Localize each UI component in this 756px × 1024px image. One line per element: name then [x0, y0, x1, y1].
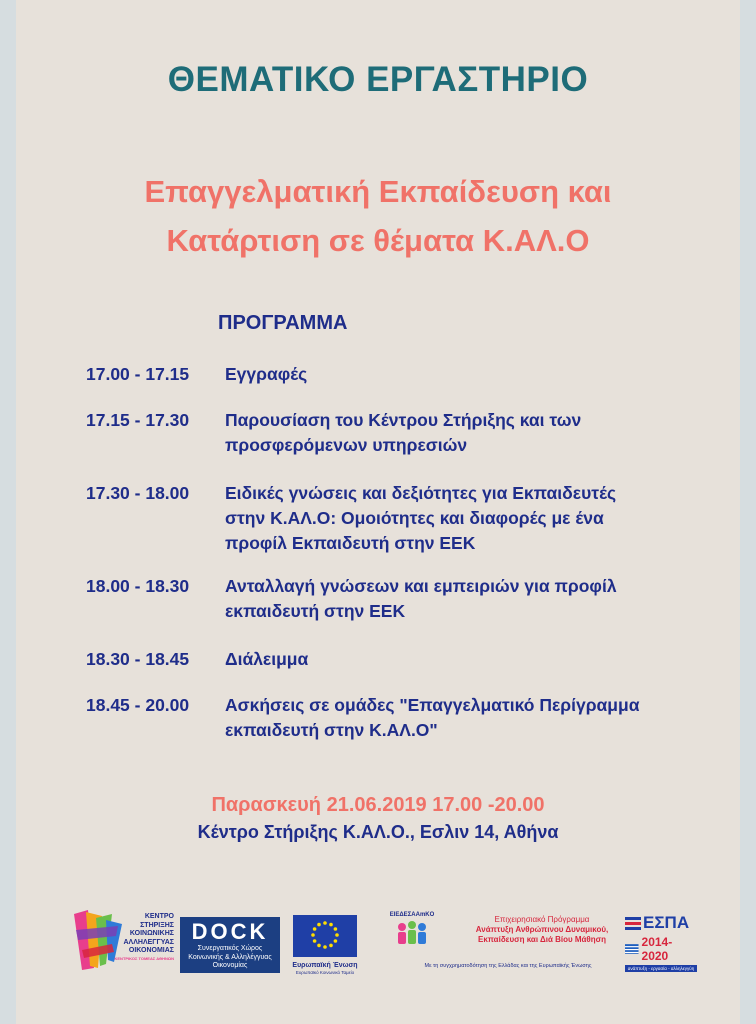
program-item-description [225, 574, 725, 624]
espa-name: ΕΣΠΑ [643, 913, 690, 932]
kentro-text-line: ΑΛΛΗΛΕΓΓΥΑΣ [123, 938, 174, 946]
event-date: Παρασκευή 21.06.2019 17.00 -20.00 [211, 794, 545, 816]
kentro-text-line: ΣΤΗΡΙΞΗΣ [140, 921, 174, 929]
program-line: Ανάπτυξη Ανθρώπινου Δυναμικού, [475, 925, 609, 934]
eu-flag-icon [293, 915, 357, 957]
event-venue: Κέντρο Στήριξης Κ.ΑΛ.Ο., Εσλιν 14, Αθήνα [197, 822, 559, 842]
program-item-description [225, 481, 725, 556]
program-heading: ΠΡΟΓΡΑΜΜΑ [218, 312, 348, 334]
program-item-line: στην Κ.ΑΛ.Ο: Ομοιότητες και διαφορές με ένα [225, 508, 604, 528]
program-item-line: Ανταλλαγή γνώσεων και εμπειριών για προφίλ [225, 576, 617, 596]
program-item-description [225, 408, 725, 458]
program-line: Επιχειρησιακό Πρόγραμμα [494, 915, 590, 924]
espa-logo [625, 913, 697, 971]
kentro-logo [72, 910, 172, 972]
espa-years: 2014-2020 [641, 935, 673, 963]
program-item-description [225, 693, 725, 743]
poster-title: ΘΕΜΑΤΙΚΟ ΕΡΓΑΣΤΗΡΙΟ [167, 60, 589, 99]
dock-logo [180, 917, 280, 973]
sponsor-logos [0, 905, 756, 975]
program-item-line: Διάλειμμα [225, 649, 309, 669]
poster-subtitle-line2: Κατάρτιση σε θέματα Κ.ΑΛ.Ο [166, 223, 590, 258]
dock-line: Κοινωνικής & Αλληλέγγυας [188, 953, 272, 961]
program-item-line: Εγγραφές [225, 364, 308, 384]
eu-name: Ευρωπαϊκή Ένωση [292, 962, 358, 969]
dock-description [180, 945, 280, 971]
greek-flag-icon [625, 944, 639, 954]
program-item-time: 18.30 - 18.45 [86, 649, 190, 669]
espa-header [625, 913, 697, 933]
espa-stripes-icon [625, 915, 641, 931]
dock-line: Οικονομίας [212, 962, 248, 969]
operational-program [462, 915, 622, 945]
program-item-time: 17.30 - 18.00 [86, 483, 190, 503]
eiedea-logo [380, 911, 444, 967]
program-item-description [225, 362, 725, 387]
program-item-description [225, 647, 725, 672]
poster-subtitle-line1: Επαγγελματική Εκπαίδευση και [144, 174, 612, 209]
program-item-line: εκπαιδευτή στην ΕΕΚ [225, 601, 406, 621]
people-icon [392, 919, 432, 949]
program-item-line: Ειδικές γνώσεις και δεξιότητες για Εκπαιδευτές [225, 483, 617, 503]
kentro-text-line: ΟΙΚΟΝΟΜΙΑΣ [128, 947, 174, 954]
espa-motto: ανάπτυξη - εργασία - αλληλεγγύη [625, 965, 697, 972]
program-item-time: 17.00 - 17.15 [86, 364, 190, 384]
program-item-line: εκπαιδευτή στην Κ.ΑΛ.Ο" [225, 720, 438, 740]
program-item-time: 18.45 - 20.00 [86, 695, 190, 715]
program-line: Εκπαίδευση και Διά Βίου Μάθηση [477, 935, 607, 944]
kentro-text [112, 913, 174, 962]
program-item-line: προφίλ Εκπαιδευτή στην ΕΕΚ [225, 533, 476, 553]
program-item-time: 18.00 - 18.30 [86, 576, 190, 596]
kentro-text-line: ΚΟΙΝΩΝΙΚΗΣ [129, 930, 174, 937]
espa-years-row [625, 935, 697, 963]
program-item-line: Ασκήσεις σε ομάδες "Επαγγελματικό Περίγραμμα [225, 695, 640, 715]
dock-name: DOCK [191, 919, 269, 944]
kentro-text-line: ΚΕΝΤΡΟ [144, 913, 174, 920]
program-item-line: Παρουσίαση του Κέντρου Στήριξης και των [225, 410, 582, 430]
kentro-subtext: ΚΕΝΤΡΙΚΟΣ ΤΟΜΕΑΣ ΑΘΗΝΩΝ [114, 955, 174, 961]
eiedea-name: ΕΙΕΔΕΣΑΑmKO [389, 912, 435, 918]
eu-logo [292, 915, 358, 973]
program-item-line: προσφερόμενων υπηρεσιών [225, 435, 468, 455]
dock-line: Συνεργατικός Χώρος [197, 945, 263, 952]
program-item-time: 17.15 - 17.30 [86, 410, 190, 430]
eu-fund: Ευρωπαϊκό Κοινωνικό Ταμείο [295, 970, 355, 975]
cofinance-note: Με τη συγχρηματοδότηση της Ελλάδας και της Ευρωπαϊκής Ένωσης [424, 963, 592, 969]
